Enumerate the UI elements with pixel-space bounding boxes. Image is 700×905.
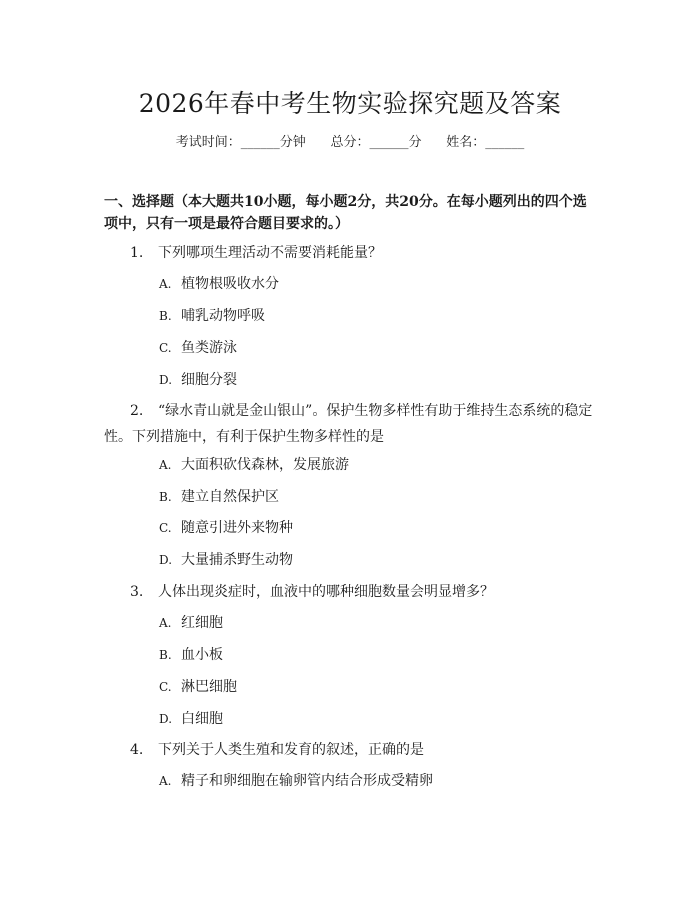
option-letter: A. (159, 458, 172, 472)
document-title: 2026年春中考生物实验探究题及答案 (138, 89, 562, 118)
option-text: 细胞分裂 (181, 372, 237, 388)
option-text: 淋巴细胞 (181, 679, 237, 695)
section-heading: 一、选择题（本大题共10小题，每小题2分，共20分。在每小题列出的四个选项中，只有一项是最符合题目要求的。） (104, 194, 587, 232)
option-d (159, 709, 223, 729)
option-text: 血小板 (181, 647, 223, 663)
question-stem: 人体出现炎症时，血液中的哪种细胞数量会明显增多？ (158, 584, 494, 600)
option-text: 建立自然保护区 (181, 489, 279, 505)
option-letter: C. (159, 521, 172, 535)
question-4 (104, 737, 596, 763)
question-stem: “绿水青山就是金山银山”。保护生物多样性有助于维持生态系统的稳定性。下列措施中，有利于保护生物多样性的是 (104, 403, 593, 445)
question-number: 3. (130, 584, 144, 600)
option-text: 随意引进外来物种 (181, 520, 293, 536)
option-c (159, 677, 237, 697)
option-a (159, 613, 223, 633)
question-stem: 下列哪项生理活动不需要消耗能量？ (158, 245, 382, 261)
option-letter: C. (159, 341, 172, 355)
option-a (159, 771, 433, 791)
option-c (159, 338, 237, 358)
exam-info-line: 考试时间：______分钟 总分：______分 姓名：______ (175, 135, 525, 150)
option-text: 红细胞 (181, 615, 223, 631)
option-c (159, 518, 293, 538)
question-3 (104, 579, 596, 605)
option-text: 鱼类游泳 (181, 340, 237, 356)
option-text: 哺乳动物呼吸 (181, 308, 265, 324)
question-2 (104, 398, 596, 450)
option-letter: D. (159, 712, 173, 726)
option-d (159, 550, 293, 570)
option-letter: D. (159, 373, 173, 387)
option-text: 大量捕杀野生动物 (181, 552, 293, 568)
option-b (159, 487, 279, 507)
option-text: 大面积砍伐森林，发展旅游 (181, 457, 349, 473)
option-b (159, 645, 223, 665)
option-a (159, 455, 349, 475)
option-text: 白细胞 (181, 711, 223, 727)
option-letter: A. (159, 277, 172, 291)
question-1 (104, 240, 596, 266)
option-letter: A. (159, 616, 172, 630)
option-letter: B. (159, 309, 172, 323)
option-a (159, 274, 279, 294)
question-number: 1. (130, 245, 144, 261)
option-b (159, 306, 265, 326)
option-d (159, 370, 237, 390)
option-letter: A. (159, 774, 172, 788)
option-letter: B. (159, 490, 172, 504)
option-text: 植物根吸收水分 (181, 276, 279, 292)
question-stem: 下列关于人类生殖和发育的叙述，正确的是 (158, 742, 424, 758)
option-letter: C. (159, 680, 172, 694)
question-number: 4. (130, 742, 144, 758)
option-letter: B. (159, 648, 172, 662)
option-text: 精子和卵细胞在输卵管内结合形成受精卵 (181, 773, 433, 789)
question-number: 2. (130, 403, 144, 419)
option-letter: D. (159, 553, 173, 567)
